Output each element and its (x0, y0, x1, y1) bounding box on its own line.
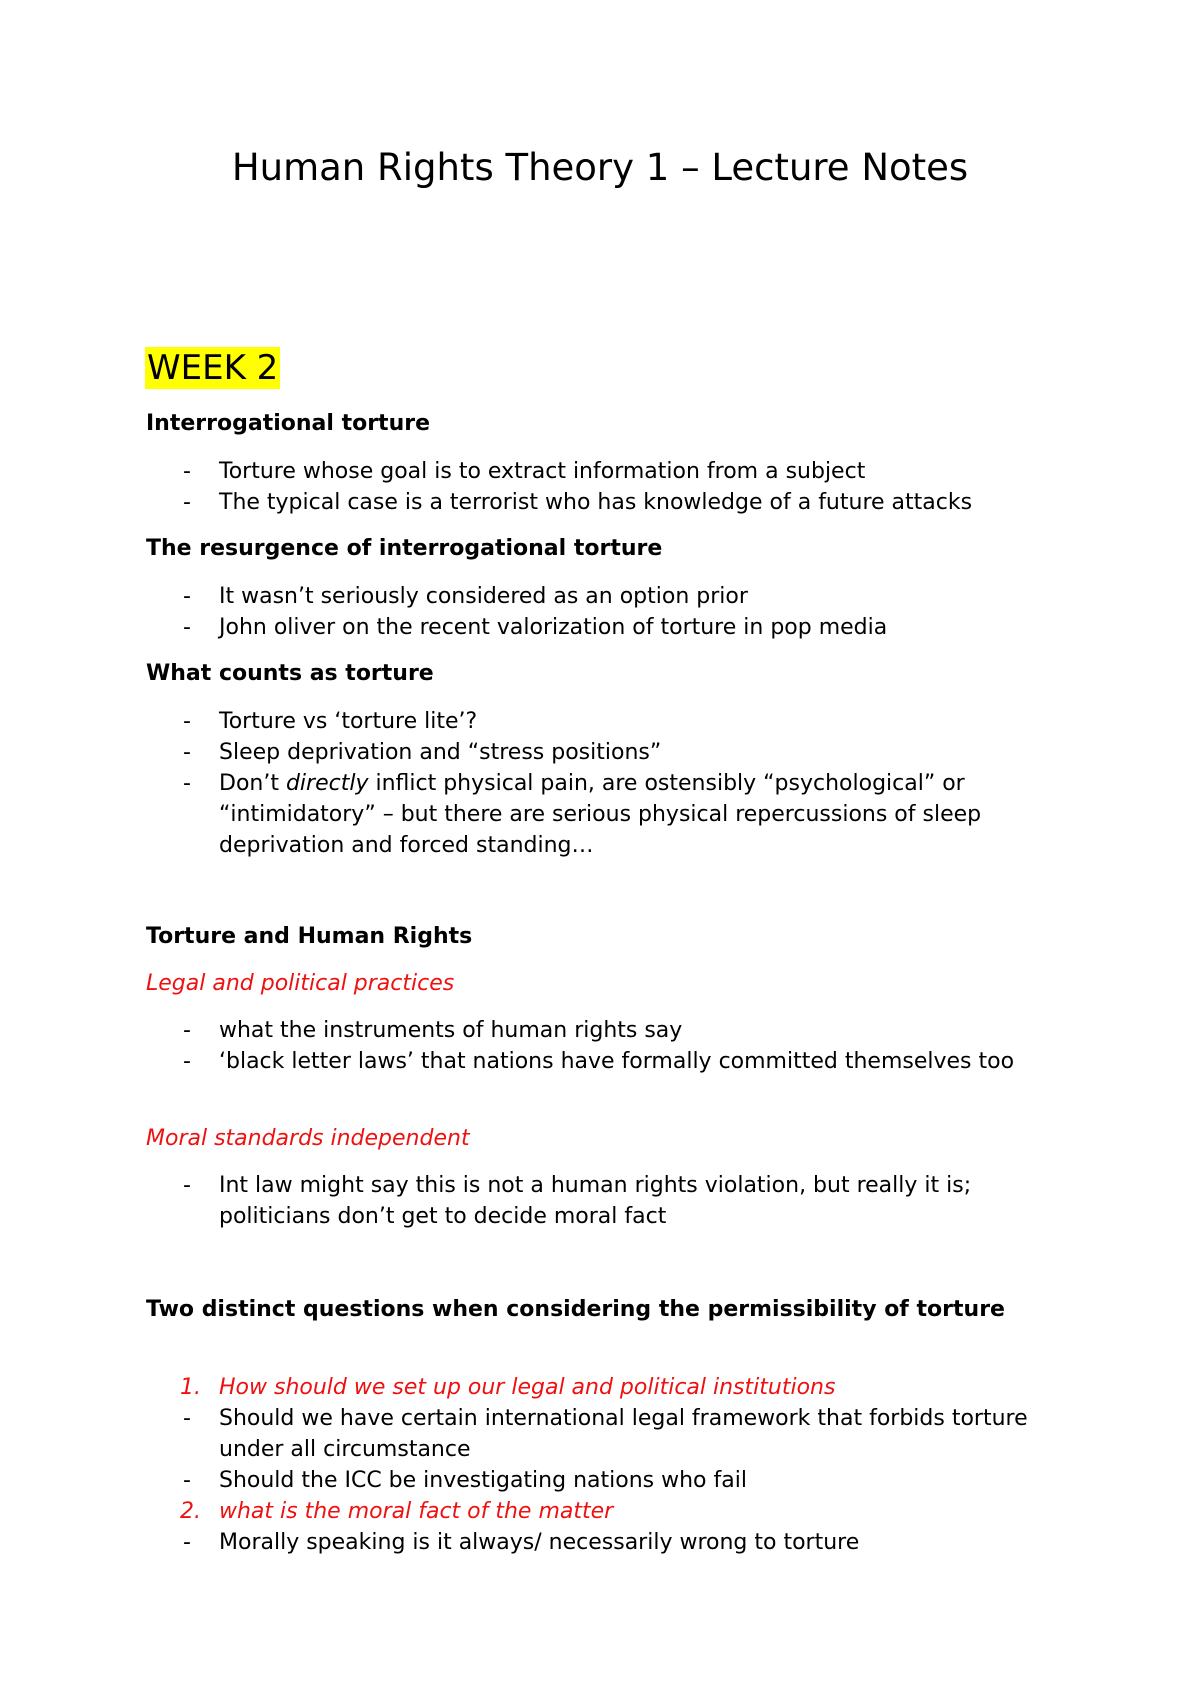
section-heading-resurgence: The resurgence of interrogational torture (146, 536, 663, 561)
list-item: - Should we have certain international legal framework that forbids torture under all circumstance (0, 1403, 1059, 1465)
section-heading-two-questions: Two distinct questions when considering the permissibility of torture (146, 1297, 1005, 1322)
bullet-list-legal-political (0, 1015, 1059, 1077)
section-heading-torture-human-rights: Torture and Human Rights (146, 924, 473, 949)
bullet-list-what-counts (0, 706, 1059, 861)
emphasis-text: directly (285, 771, 369, 796)
numbered-question-1: 1. How should we set up our legal and political institutions (0, 1372, 1059, 1403)
list-item: - John oliver on the recent valorization of torture in pop media (0, 612, 1059, 643)
list-item: - Torture vs ‘torture lite’? (0, 706, 1059, 737)
section-heading-what-counts: What counts as torture (146, 661, 434, 686)
list-item: - It wasn’t seriously considered as an option prior (0, 581, 1059, 612)
subheading-legal-political: Legal and political practices (146, 971, 455, 996)
bullet-marker: - (183, 1406, 191, 1431)
section-heading-interrogational: Interrogational torture (146, 411, 431, 436)
bullet-marker: - (183, 740, 191, 765)
list-number: 1. (180, 1375, 201, 1400)
bullet-marker: - (183, 1049, 191, 1074)
subheading-moral-standards: Moral standards independent (146, 1126, 470, 1151)
bullet-marker: - (183, 1018, 191, 1043)
list-item: - Don’t directly inflict physical pain, are ostensibly “psychological” or “intimidatory” – but there are serious physical repercussions of sleep deprivation and forced standing… (0, 768, 1059, 861)
list-item: - Morally speaking is it always/ necessarily wrong to torture (0, 1527, 1059, 1558)
week-label: WEEK 2 (147, 348, 279, 388)
numbered-list-questions (0, 1372, 1059, 1558)
list-item: - Should the ICC be investigating nations who fail (0, 1465, 1059, 1496)
bullet-marker: - (183, 490, 191, 515)
numbered-question-2: 2. what is the moral fact of the matter (0, 1496, 1059, 1527)
list-item: - Torture whose goal is to extract information from a subject (0, 456, 1059, 487)
bullet-marker: - (183, 1530, 191, 1555)
page-title: Human Rights Theory 1 – Lecture Notes (231, 146, 969, 189)
list-item: - The typical case is a terrorist who has knowledge of a future attacks (0, 487, 1059, 518)
bullet-marker: - (183, 1468, 191, 1493)
bullet-marker: - (183, 584, 191, 609)
list-item: - Sleep deprivation and “stress positions” (0, 737, 1059, 768)
list-item: - Int law might say this is not a human rights violation, but really it is; politicians don’t get to decide moral fact (0, 1170, 1059, 1232)
bullet-marker: - (183, 615, 191, 640)
bullet-marker: - (183, 459, 191, 484)
bullet-list-moral-standards (0, 1170, 1059, 1232)
list-item: - ‘black letter laws’ that nations have formally committed themselves too (0, 1046, 1059, 1077)
bullet-marker: - (183, 1173, 191, 1198)
list-item: - what the instruments of human rights say (0, 1015, 1059, 1046)
bullet-list-interrogational (0, 456, 1059, 518)
bullet-marker: - (183, 771, 191, 796)
bullet-list-resurgence (0, 581, 1059, 643)
bullet-marker: - (183, 709, 191, 734)
list-number: 2. (180, 1499, 201, 1524)
